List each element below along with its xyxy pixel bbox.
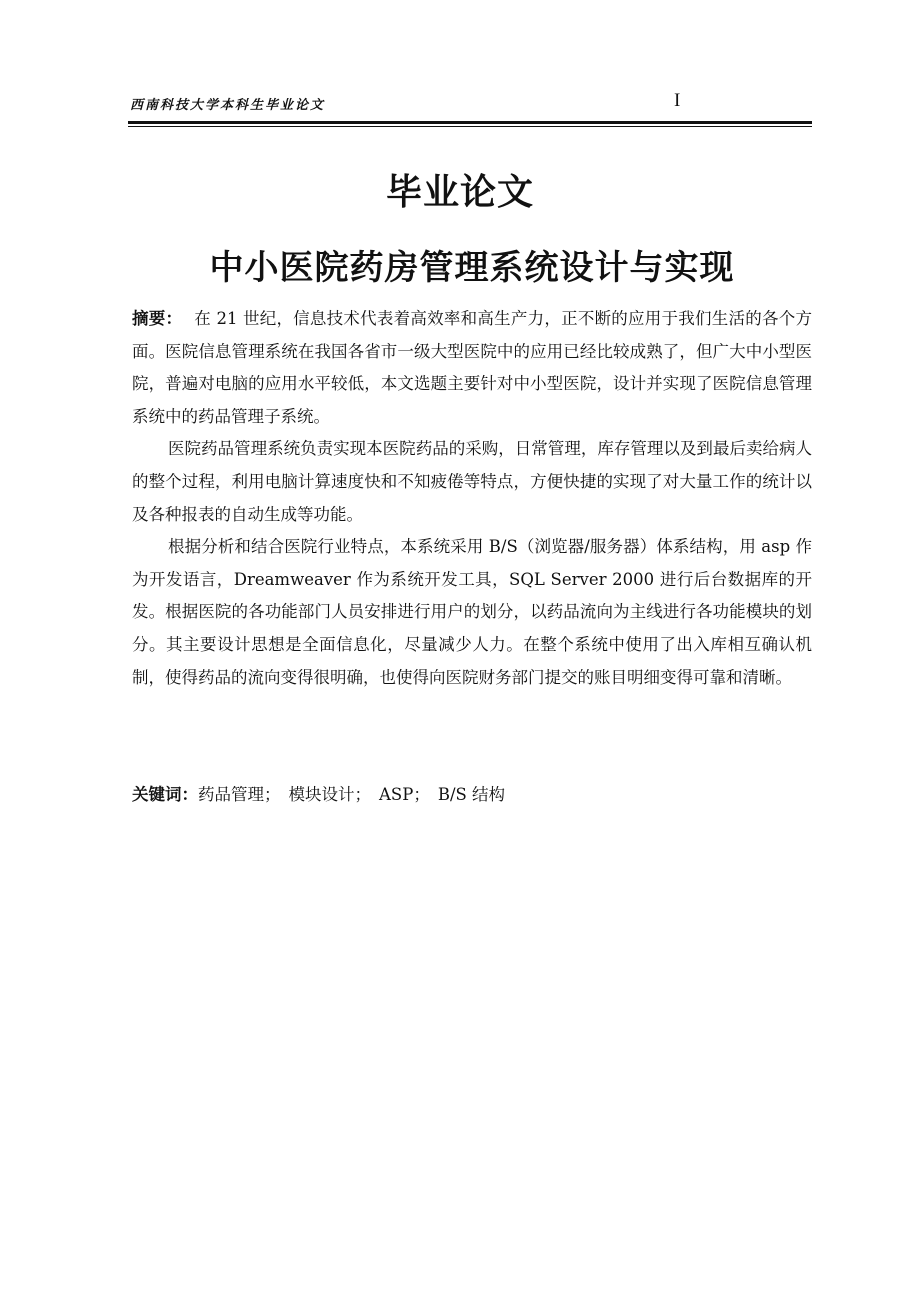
keyword-item: ASP；: [379, 785, 430, 804]
header-rule-thin: [128, 126, 812, 127]
header-rule-thick: [128, 121, 812, 124]
keyword-item: B/S 结构: [437, 785, 506, 804]
header-page-number: I: [674, 90, 681, 111]
keywords-line: [132, 779, 812, 811]
abstract-paragraph-2: 医院药品管理系统负责实现本医院药品的采购，日常管理，库存管理以及到最后卖给病人的整个过程，利用电脑计算速度快和不知疲倦等特点，方便快捷的实现了对大量工作的统计以及各种报表的自动生成等功能。: [132, 439, 812, 524]
page-header: [130, 90, 812, 118]
thesis-title: 中小医院药房管理系统设计与实现: [209, 248, 735, 288]
abstract-paragraph-3: 根据分析和结合医院行业特点，本系统采用 B/S（浏览器/服务器）体系结构，用 asp 作为开发语言，Dreamweaver 作为系统开发工具，SQL Server 2000 进行后台数据库的开发。根据医院的各功能部门人员安排进行用户的划分，以药品流向为主线进行各功能模块的划分。其主要设计思想是全面信息化，尽量减少人力。在整个系统中使用了出入库相互确认机制，使得药品的流向变得很明确，也使得向医院财务部门提交的账目明细变得可靠和清晰。: [132, 537, 812, 687]
keywords-label: 关键词：: [132, 785, 198, 804]
abstract-paragraph-1: [132, 303, 812, 433]
abstract-paragraph-1-text: 在 21 世纪，信息技术代表着高效率和高生产力，正不断的应用于我们生活的各个方面。医院信息管理系统在我国各省市一级大型医院中的应用已经比较成熟了，但广大中小型医院，普遍对电脑的应用水平较低，本文选题主要针对中小型医院，设计并实现了医院信息管理系统中的药品管理子系统。: [132, 309, 812, 426]
keyword-item: 模块设计；: [288, 785, 371, 804]
abstract-label: 摘要：: [132, 309, 183, 328]
keyword-item: 药品管理；: [198, 785, 281, 804]
header-school-name: 西南科技大学本科生毕业论文: [130, 98, 326, 113]
abstract-section: [132, 303, 812, 694]
document-type-title: 毕业论文: [385, 172, 534, 213]
